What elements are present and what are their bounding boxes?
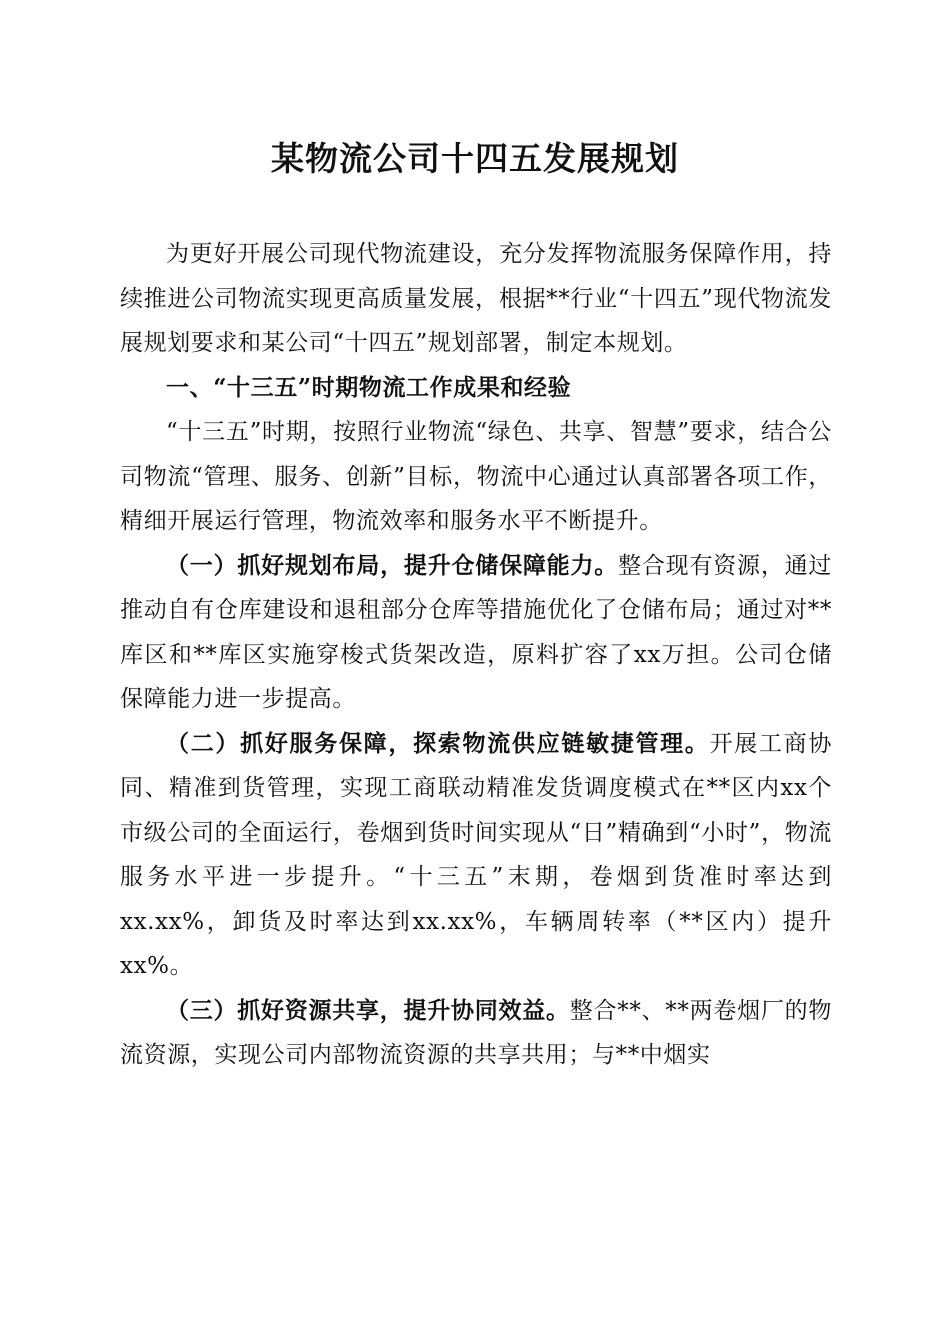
item-lead-1: （一）抓好规划布局，提升仓储保障能力。 [166,551,619,579]
item-text-1: 整合现有资源，通过推动自有仓库建设和退租部分仓库等措施优化了仓储布局；通过对**库区和**库区实施穿梭式货架改造，原料扩容了xx万担。公司仓储保障能力进一步提高。 [120,552,832,712]
item-lead-2: （二）抓好服务保障，探索物流供应链敏捷管理。 [166,729,710,757]
item-paragraph-1 [120,544,832,722]
document-title: 某物流公司十四五发展规划 [271,139,679,178]
document-body [120,232,832,1078]
item-paragraph-3 [120,989,832,1078]
item-text-3: 整合**、**两卷烟厂的物流资源，实现公司内部物流资源的共享共用；与**中烟实 [120,997,832,1068]
section-summary-paragraph: “十三五”时期，按照行业物流“绿色、共享、智慧”要求，结合公司物流“管理、服务、创新”目标，物流中心通过认真部署各项工作，精细开展运行管理，物流效率和服务水平不断提升。 [120,419,832,534]
intro-paragraph: 为更好开展公司现代物流建设，充分发挥物流服务保障作用，持续推进公司物流实现更高质量发展，根据**行业“十四五”现代物流发展规划要求和某公司“十四五”规划部署，制定本规划。 [120,241,832,356]
item-text-2: 开展工商协同、精准到货管理，实现工商联动精准发货调度模式在**区内xx个市级公司的全面运行，卷烟到货时间实现从“日”精确到“小时”，物流服务水平进一步提升。“十三五”末期，卷烟到货准时率达到xx.xx%，卸货及时率达到xx.xx%，车辆周转率（**区内）提升xx%。 [120,730,833,979]
item-lead-3: （三）抓好资源共享，提升协同效益。 [166,996,570,1024]
item-paragraph-2 [120,722,832,989]
section-heading-1: 一、“十三五”时期物流工作成果和经验 [166,373,572,401]
